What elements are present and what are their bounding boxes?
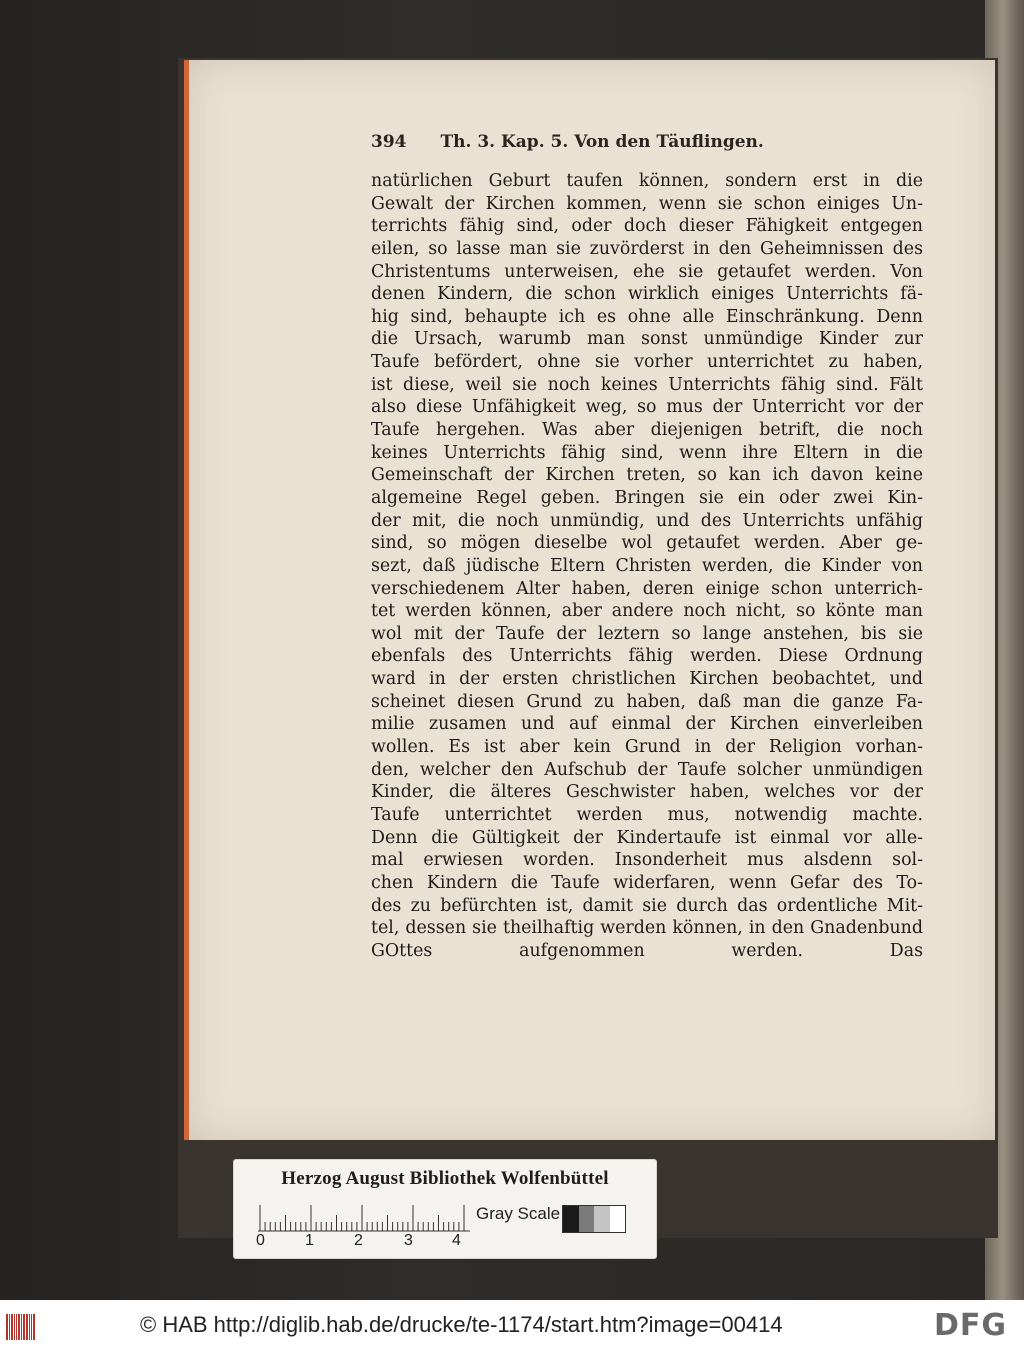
- ruler-number: 2: [354, 1232, 363, 1249]
- text-line: wol mit der Taufe der leztern so lange anstehen, bis sie: [371, 623, 923, 644]
- ruler-number: 1: [305, 1232, 314, 1249]
- text-line: sind, so mögen dieselbe wol getaufet werden. Aber ge-: [371, 533, 923, 554]
- text-line: wollen. Es ist aber kein Grund in der Religion vorhan-: [371, 737, 923, 758]
- text-line: natürlichen Geburt taufen können, sondern erst in die: [371, 171, 923, 191]
- barcode-icon: [6, 1312, 38, 1342]
- text-line: eilen, so lasse man sie zuvörderst in den Geheimnissen des: [371, 238, 923, 259]
- text-line: den, welcher den Aufschub der Taufe solcher unmündigen: [371, 759, 923, 780]
- gray-scale-label: Gray Scale: [476, 1204, 561, 1223]
- text-line: Denn die Gültigkeit der Kindertaufe ist einmal vor alle-: [371, 827, 923, 848]
- text-line: also diese Unfähigkeit weg, so mus der Unterricht vor der: [371, 397, 923, 418]
- text-line: terrichts fähig sind, oder doch dieser Fähigkeit entgegen: [371, 216, 923, 237]
- text-line: tet werden können, aber andere noch nicht, so könte man: [371, 601, 923, 622]
- text-line: Gemeinschaft der Kirchen treten, so kan ich davon keine: [371, 465, 923, 486]
- gray-swatch: [579, 1206, 595, 1232]
- running-head-title: Th. 3. Kap. 5. Von den Täuflingen.: [440, 132, 764, 152]
- text-line: Taufe hergehen. Was aber diejenigen betrift, die noch: [371, 420, 923, 441]
- ruler-numbers: [252, 1232, 492, 1252]
- gray-swatch: [594, 1206, 610, 1232]
- text-line: mal erwiesen worden. Insonderheit mus alsdenn sol-: [371, 850, 923, 871]
- text-line: keines Unterrichts fähig sind, wenn ihre Eltern in die: [371, 442, 923, 463]
- page-body-text: [371, 170, 923, 962]
- text-line: Taufe befördert, ohne sie vorher unterrichtet zu haben,: [371, 352, 923, 373]
- text-line: des zu befürchten ist, damit sie durch das ordentliche Mit-: [371, 895, 923, 916]
- text-line: denen Kindern, die schon wirklich einiges Unterrichts fä-: [371, 284, 923, 305]
- text-line: chen Kindern die Taufe widerfaren, wenn Gefar des To-: [371, 872, 923, 893]
- text-line: ebenfals des Unterrichts fähig werden. Diese Ordnung: [371, 646, 923, 667]
- text-line: die Ursach, warumb man sonst unmündige Kinder zur: [371, 329, 923, 350]
- ruler-number: 3: [404, 1232, 413, 1249]
- text-line: Kinder, die älteres Geschwister haben, welches vor der: [371, 782, 923, 803]
- calibration-card: [234, 1160, 656, 1258]
- gray-swatch: [563, 1206, 579, 1232]
- text-line: hig sind, behaupte ich es ohne alle Einschränkung. Denn: [371, 306, 923, 327]
- text-line: Christentums unterweisen, ehe sie getaufet werden. Von: [371, 261, 923, 282]
- text-line: Taufe unterrichtet werden mus, notwendig machte.: [371, 804, 923, 825]
- gray-swatch: [610, 1206, 626, 1232]
- running-head: [371, 132, 831, 152]
- book-page: [184, 60, 995, 1140]
- text-line: algemeine Regel geben. Bringen sie ein oder zwei Kin-: [371, 487, 923, 508]
- ruler-icon: [258, 1204, 470, 1232]
- text-line: scheinet diesen Grund zu haben, daß man die ganze Fa-: [371, 691, 923, 712]
- ruler-number: 0: [256, 1232, 265, 1249]
- footer-bar: [0, 1300, 1024, 1352]
- text-line: GOttes aufgenommen werden. Das: [371, 940, 923, 961]
- text-line: verschiedenem Alter haben, deren einige schon unterrich-: [371, 578, 923, 599]
- text-line: der mit, die noch unmündig, und des Unterrichts unfähig: [371, 510, 923, 531]
- ruler-number: 4: [452, 1232, 461, 1249]
- text-line: sezt, daß jüdische Eltern Christen werden, die Kinder von: [371, 555, 923, 576]
- text-line: milie zusamen und auf einmal der Kirchen einverleiben: [371, 714, 923, 735]
- dfg-logo: DFG: [934, 1308, 1008, 1343]
- text-line: ist diese, weil sie noch keines Unterrichts fähig sind. Fält: [371, 374, 923, 395]
- text-line: Gewalt der Kirchen kommen, wenn sie schon einiges Un-: [371, 193, 923, 214]
- text-line: ward in der ersten christlichen Kirchen beobachtet, und: [371, 669, 923, 690]
- library-name: Herzog August Bibliothek Wolfenbüttel: [281, 1168, 609, 1189]
- text-line: tel, dessen sie theilhaftig werden können, in den Gnadenbund: [371, 918, 923, 939]
- page-number: 394: [371, 132, 407, 152]
- copyright-link[interactable]: © HAB http://diglib.hab.de/drucke/te-1174/start.htm?image=00414: [140, 1312, 783, 1337]
- gray-scale-swatches: [562, 1205, 626, 1233]
